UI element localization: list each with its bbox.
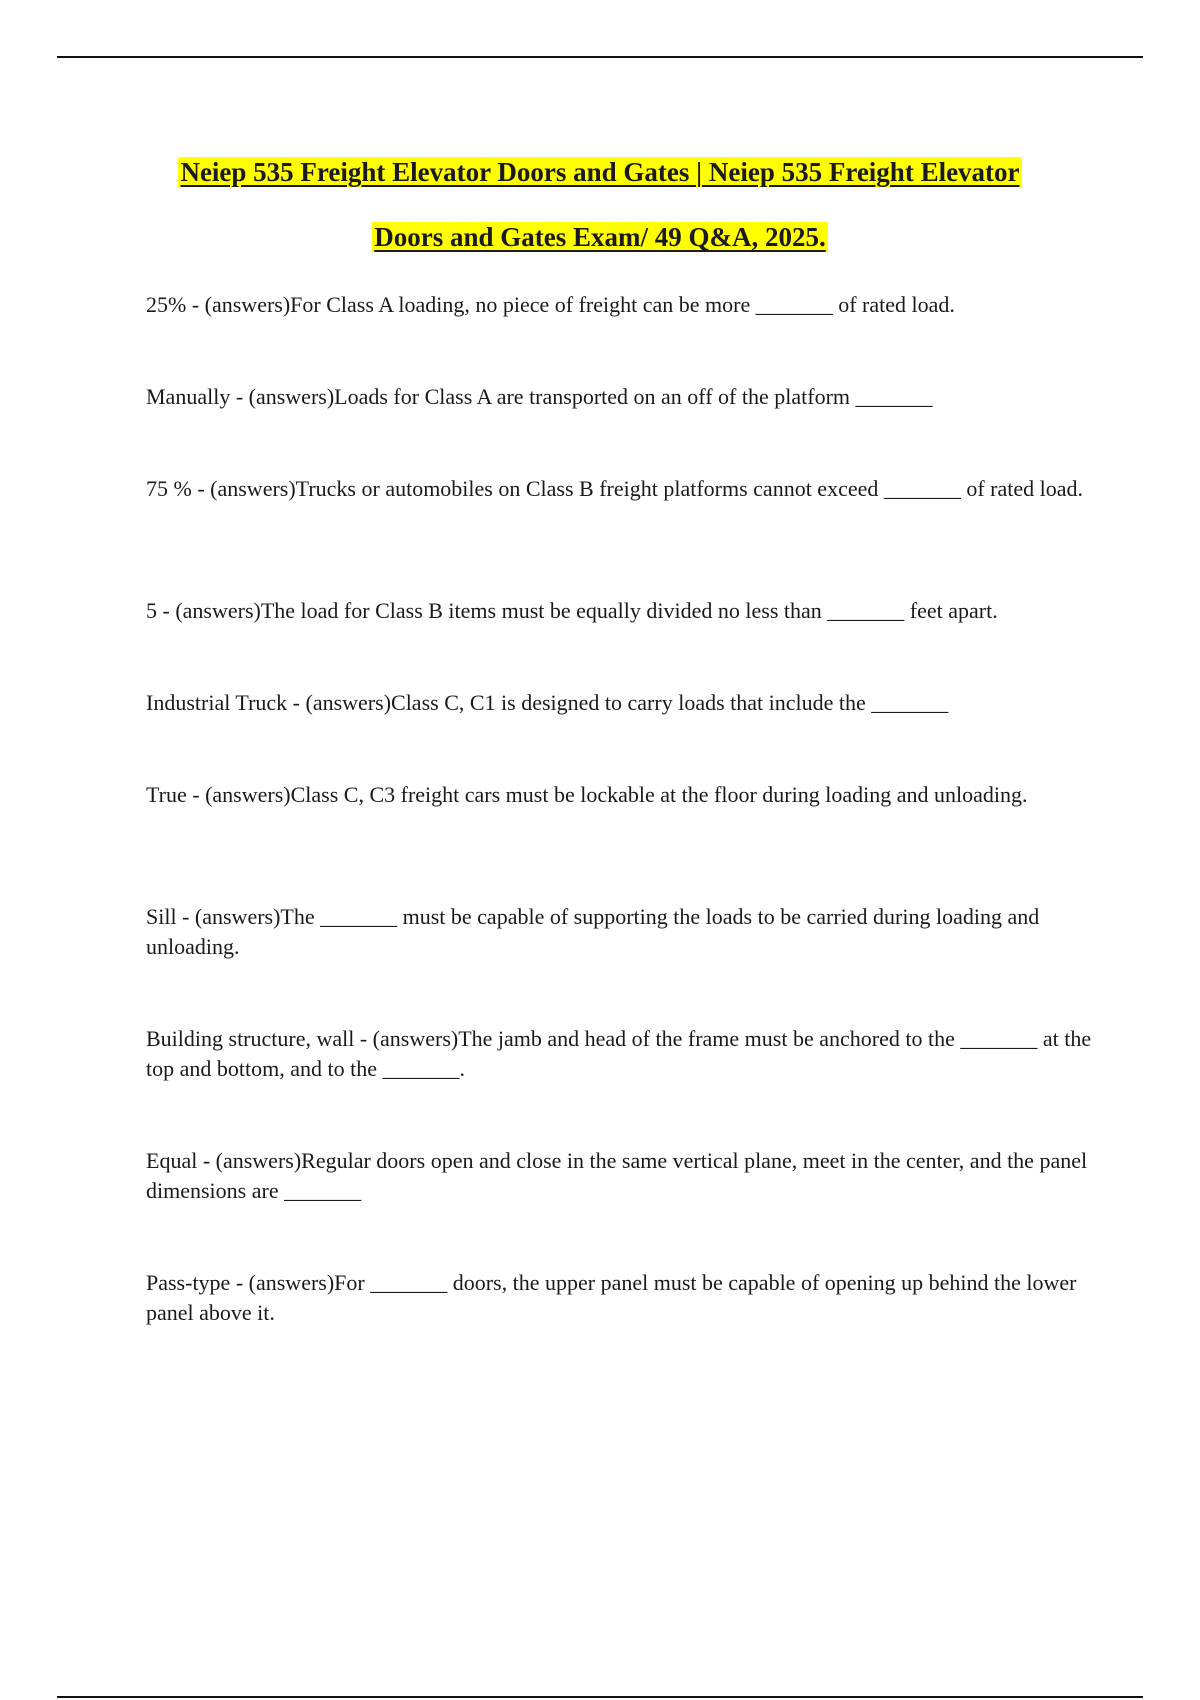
qa-list	[146, 290, 1096, 1390]
title-line-2: Doors and Gates Exam/ 49 Q&A, 2025.	[374, 222, 826, 252]
qa-item: Manually - (answers)Loads for Class A are transported on an off of the platform _______	[146, 384, 933, 409]
qa-item: True - (answers)Class C, C3 freight cars must be lockable at the floor during loading and unloading.	[146, 782, 1028, 807]
document-title	[100, 140, 1100, 270]
qa-item: Industrial Truck - (answers)Class C, C1 is designed to carry loads that include the _______	[146, 690, 949, 715]
qa-item: 25% - (answers)For Class A loading, no piece of freight can be more _______ of rated load.	[146, 292, 955, 317]
qa-item: Equal - (answers)Regular doors open and close in the same vertical plane, meet in the center, and the panel dimensions are _______	[146, 1148, 1088, 1203]
qa-item: 75 % - (answers)Trucks or automobiles on Class B freight platforms cannot exceed _______ of rated load.	[146, 476, 1084, 501]
qa-item: 5 - (answers)The load for Class B items must be equally divided no less than _______ feet apart.	[146, 598, 998, 623]
qa-item: Sill - (answers)The _______ must be capable of supporting the loads to be carried during loading and unloading.	[146, 904, 1040, 959]
title-line-1: Neiep 535 Freight Elevator Doors and Gates | Neiep 535 Freight Elevator	[180, 157, 1020, 187]
qa-item: Pass-type - (answers)For _______ doors, the upper panel must be capable of opening up behind the lower panel above it.	[146, 1270, 1077, 1325]
top-rule	[57, 56, 1143, 58]
bottom-rule	[57, 1696, 1143, 1698]
qa-item: Building structure, wall - (answers)The jamb and head of the frame must be anchored to the _______ at the top and bottom, and to the _______.	[146, 1026, 1092, 1081]
